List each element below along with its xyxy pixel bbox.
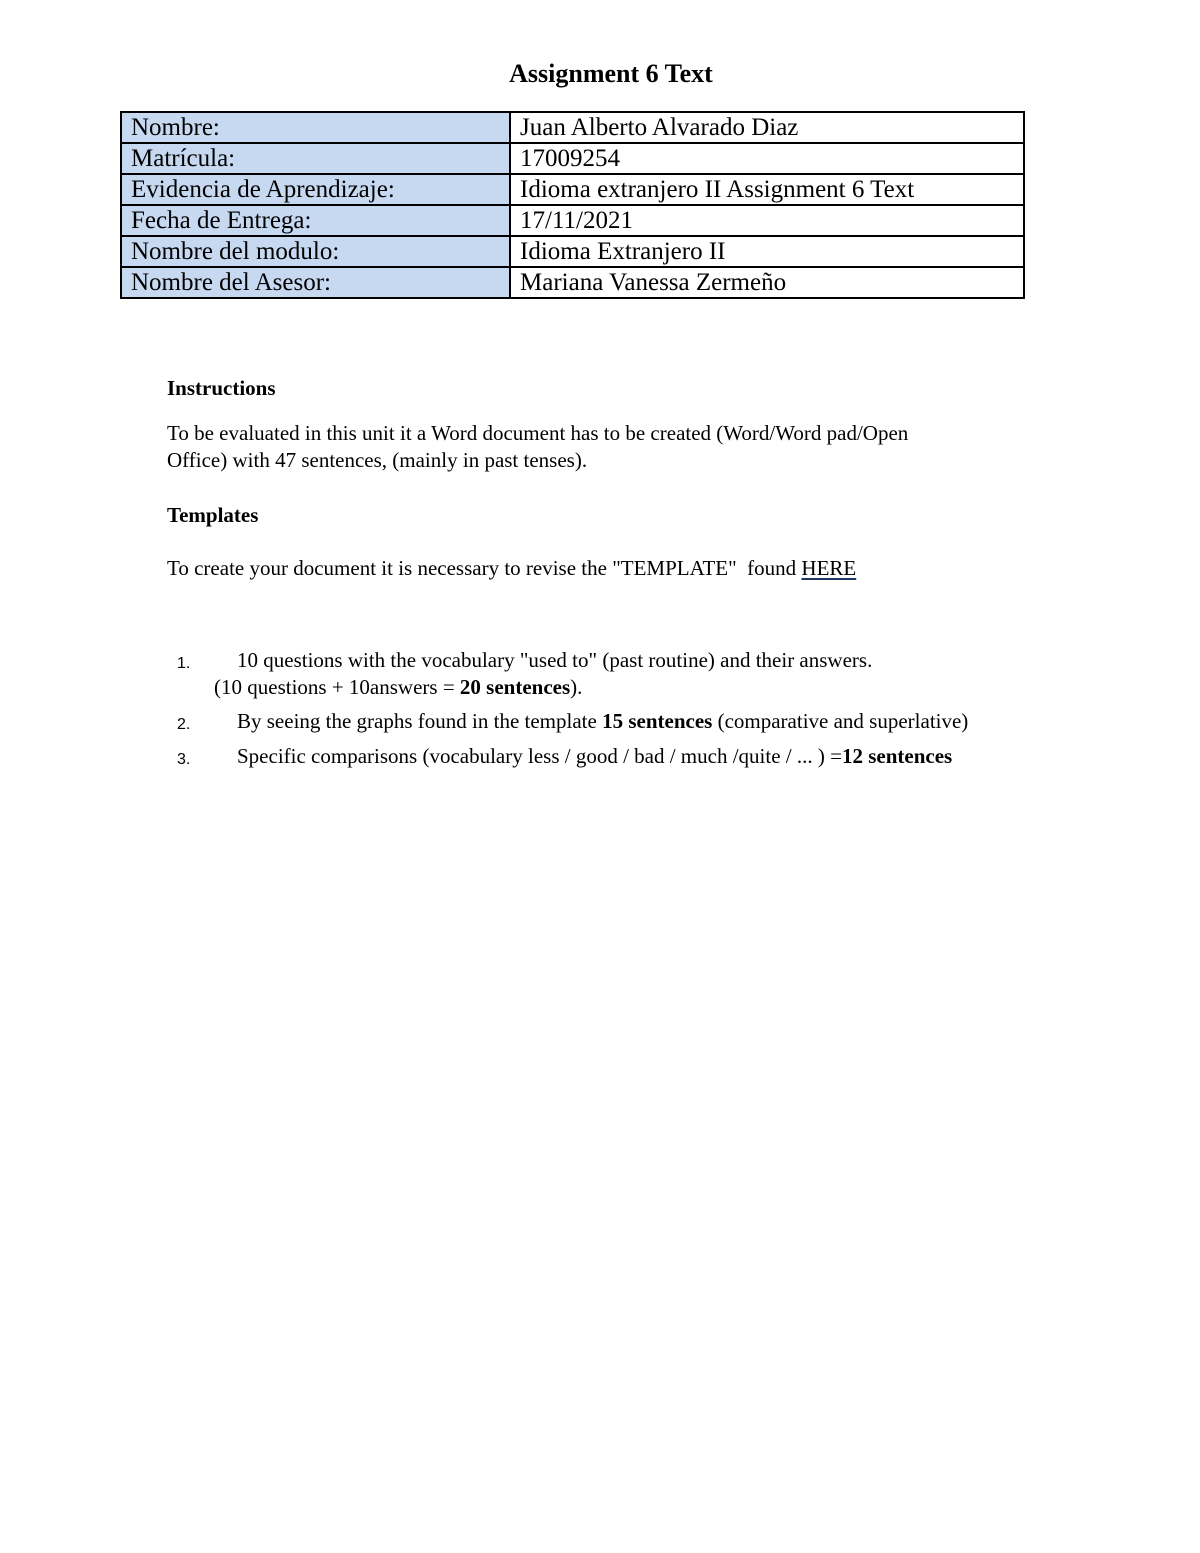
list-number: 1. [177, 655, 191, 672]
list-item-text: 10 questions with the vocabulary "used to" (past routine) and their answers. [237, 648, 873, 672]
info-value-matricula: 17009254 [510, 143, 1024, 174]
instructions-line-1: To be evaluated in this unit it a Word document has to be created (Word/Word pad/Open [167, 421, 909, 445]
info-label-modulo: Nombre del modulo: [121, 236, 510, 267]
info-label-evidencia: Evidencia de Aprendizaje: [121, 174, 510, 205]
list-item [177, 743, 1077, 770]
list-item-text-end: (comparative and superlative) [712, 709, 969, 733]
list-item-text [237, 743, 952, 770]
table-row [121, 205, 1024, 236]
info-label-fecha: Fecha de Entrega: [121, 205, 510, 236]
list-item-continuation-text: (10 questions + 10answers = [214, 675, 460, 699]
list-item-text [237, 708, 968, 735]
instructions-line-2: Office) with 47 sentences, (mainly in past tenses). [167, 448, 588, 472]
table-row [121, 267, 1024, 298]
list-item-continuation-end: ). [570, 675, 583, 699]
instructions-paragraph [167, 420, 1047, 474]
table-row [121, 236, 1024, 267]
info-value-fecha: 17/11/2021 [510, 205, 1024, 236]
templates-paragraph [167, 555, 1047, 582]
student-info-table [120, 111, 1025, 299]
templates-heading: Templates [167, 503, 259, 527]
info-label-asesor: Nombre del Asesor: [121, 267, 510, 298]
table-row [121, 143, 1024, 174]
list-item [177, 708, 1077, 735]
templates-text: To create your document it is necessary to revise the "TEMPLATE" found [167, 556, 802, 580]
list-number: 2. [177, 716, 191, 733]
template-here-link[interactable]: HERE [801, 556, 857, 580]
table-row [121, 174, 1024, 205]
table-row [121, 112, 1024, 143]
info-label-matricula: Matrícula: [121, 143, 510, 174]
info-label-nombre: Nombre: [121, 112, 510, 143]
info-value-asesor: Mariana Vanessa Zermeño [510, 267, 1024, 298]
list-item-bold-count: 20 sentences [459, 675, 571, 699]
list-item-text-start: By seeing the graphs found in the template [237, 709, 603, 733]
list-item [177, 647, 1077, 701]
list-item-continuation [214, 674, 582, 701]
info-value-modulo: Idioma Extranjero II [510, 236, 1024, 267]
info-value-evidencia: Idioma extranjero II Assignment 6 Text [510, 174, 1024, 205]
list-item-text-start: Specific comparisons (vocabulary less / good / bad / much /quite / ... ) = [237, 744, 842, 768]
list-number: 3. [177, 751, 191, 768]
list-item-bold-count: 12 sentences [841, 744, 953, 768]
list-item-bold-count: 15 sentences [602, 709, 713, 733]
instructions-heading: Instructions [167, 376, 276, 400]
info-value-nombre: Juan Alberto Alvarado Diaz [510, 112, 1024, 143]
document-title: Assignment 6 Text [509, 59, 713, 88]
